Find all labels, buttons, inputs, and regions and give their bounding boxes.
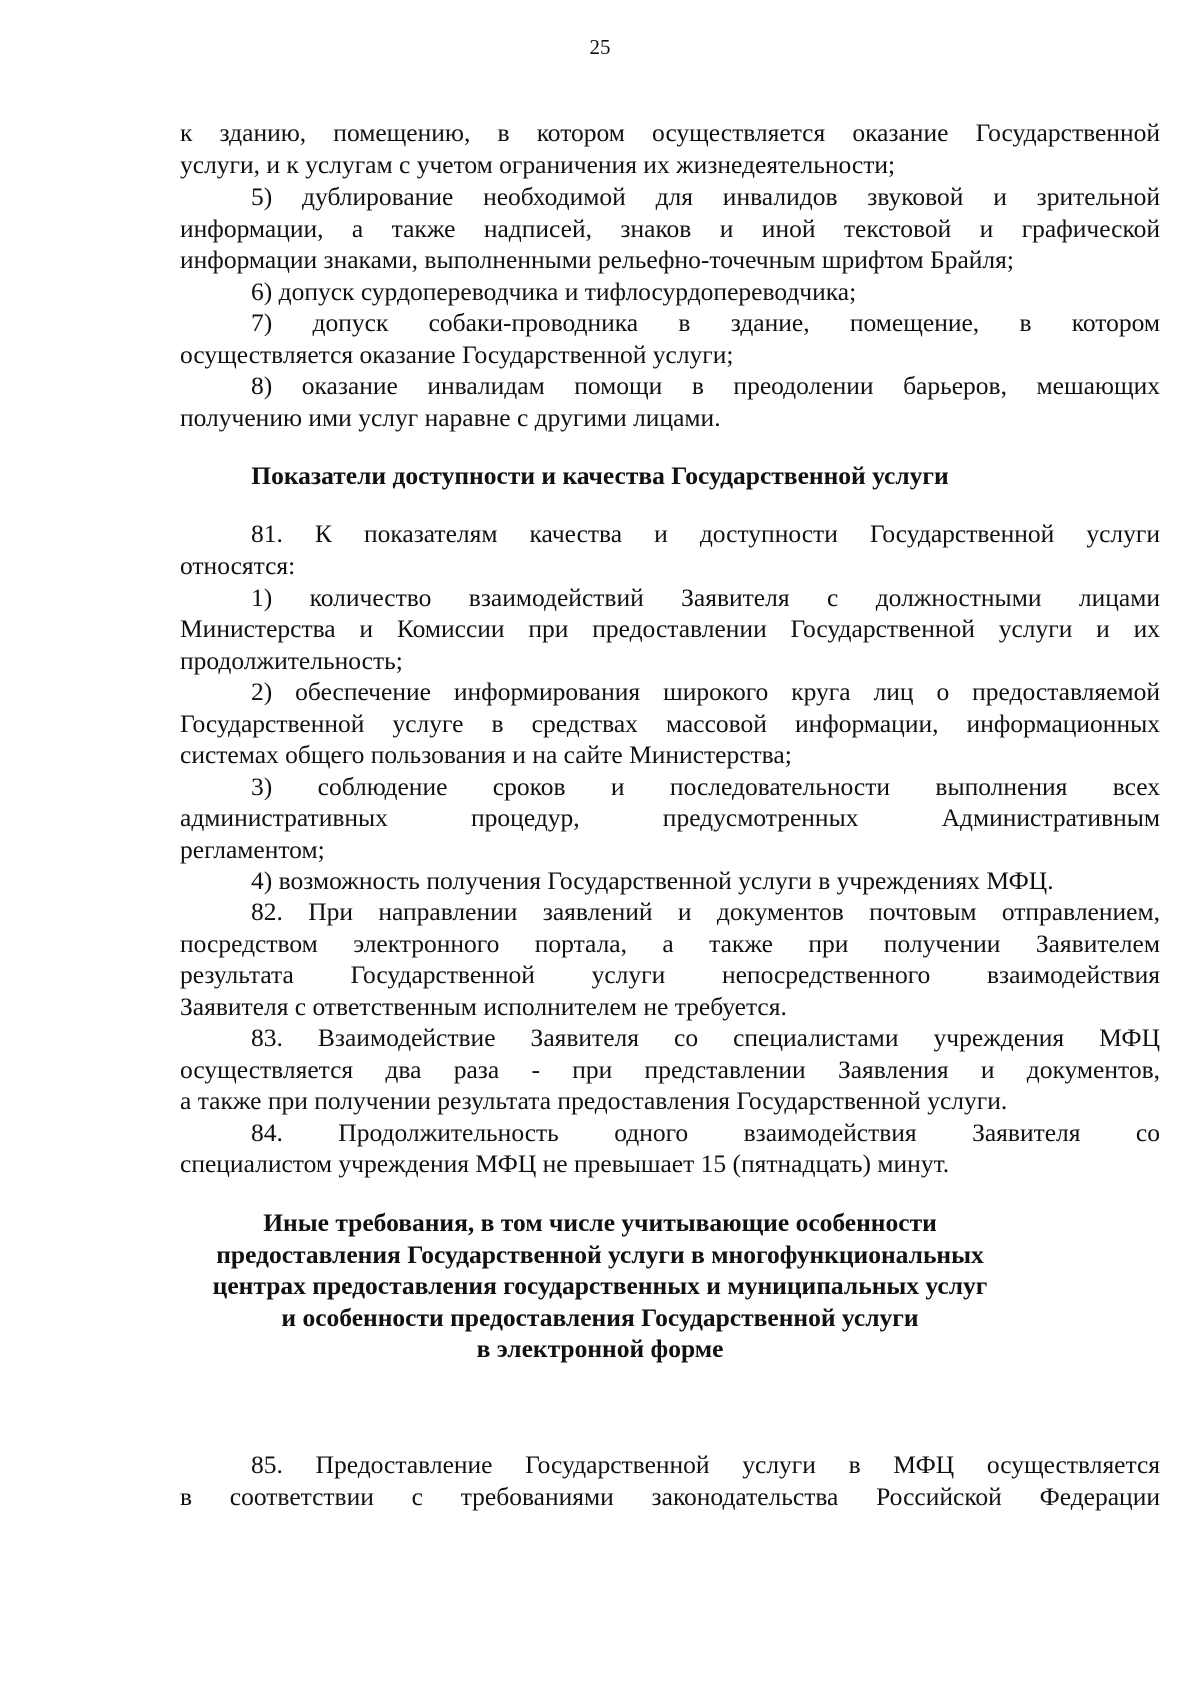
text-line: регламентом; [180,835,325,864]
text-line: Министерства и Комиссии при предоставлении Государственной услуги и их [180,614,1160,643]
text-line: информации знаками, выполненными рельефно-точечным шрифтом Брайля; [180,245,1014,274]
text-line: административных процедур, предусмотренных Административным [180,803,1160,832]
text-line: получению ими услуг наравне с другими лицами. [180,403,721,432]
text-line: 5) дублирование необходимой для инвалидов звуковой и зрительной [251,182,1160,211]
section-heading-line: и особенности предоставления Государственной услуги [281,1303,919,1332]
text-line: 7) допуск собаки-проводника в здание, помещение, в котором [251,308,1160,337]
text-line: продолжительность; [180,646,403,675]
text-line: системах общего пользования и на сайте Министерства; [180,740,792,769]
text-line: 82. При направлении заявлений и документов почтовым отправлением, [251,897,1160,926]
text-line: 85. Предоставление Государственной услуги в МФЦ осуществляется [251,1450,1160,1479]
section-heading: Показатели доступности и качества Государственной услуги [251,461,949,490]
section-heading-line: в электронной форме [476,1334,724,1363]
text-line: услуги, и к услугам с учетом ограничения их жизнедеятельности; [180,150,896,179]
section-heading-line: Иные требования, в том числе учитывающие особенности [263,1208,937,1237]
text-line: 8) оказание инвалидам помощи в преодолении барьеров, мешающих [251,371,1160,400]
text-line: посредством электронного портала, а также при получении Заявителем [180,929,1160,958]
text-line: 2) обеспечение информирования широкого круга лиц о предоставляемой [251,677,1160,706]
text-line: 3) соблюдение сроков и последовательности выполнения всех [251,772,1160,801]
text-line: Государственной услуге в средствах массовой информации, информационных [180,709,1160,738]
text-line: 1) количество взаимодействий Заявителя с должностными лицами [251,583,1160,612]
text-line: 6) допуск сурдопереводчика и тифлосурдопереводчика; [251,277,857,306]
section-heading-line: центрах предоставления государственных и муниципальных услуг [212,1271,988,1300]
text-line: информации, а также надписей, знаков и иной текстовой и графической [180,214,1160,243]
text-line: относятся: [180,551,296,580]
text-line: 83. Взаимодействие Заявителя со специалистами учреждения МФЦ [251,1023,1160,1052]
text-line: 81. К показателям качества и доступности Государственной услуги [251,519,1160,548]
text-line: в соответствии с требованиями законодательства Российской Федерации [180,1482,1160,1511]
page-number: 25 [589,35,611,59]
text-line: Заявителя с ответственным исполнителем не требуется. [180,992,787,1021]
section-heading-line: предоставления Государственной услуги в многофункциональных [216,1240,984,1269]
text-line: специалистом учреждения МФЦ не превышает 15 (пятнадцать) минут. [180,1149,950,1178]
text-line: а также при получении результата предоставления Государственной услуги. [180,1086,1008,1115]
text-line: осуществляется два раза - при представлении Заявления и документов, [180,1055,1160,1084]
text-line: 4) возможность получения Государственной услуги в учреждениях МФЦ. [251,866,1054,895]
text-line: результата Государственной услуги непосредственного взаимодействия [180,960,1160,989]
text-line: осуществляется оказание Государственной услуги; [180,340,734,369]
text-line: 84. Продолжительность одного взаимодействия Заявителя со [251,1118,1160,1147]
text-line: к зданию, помещению, в котором осуществляется оказание Государственной [180,118,1160,147]
